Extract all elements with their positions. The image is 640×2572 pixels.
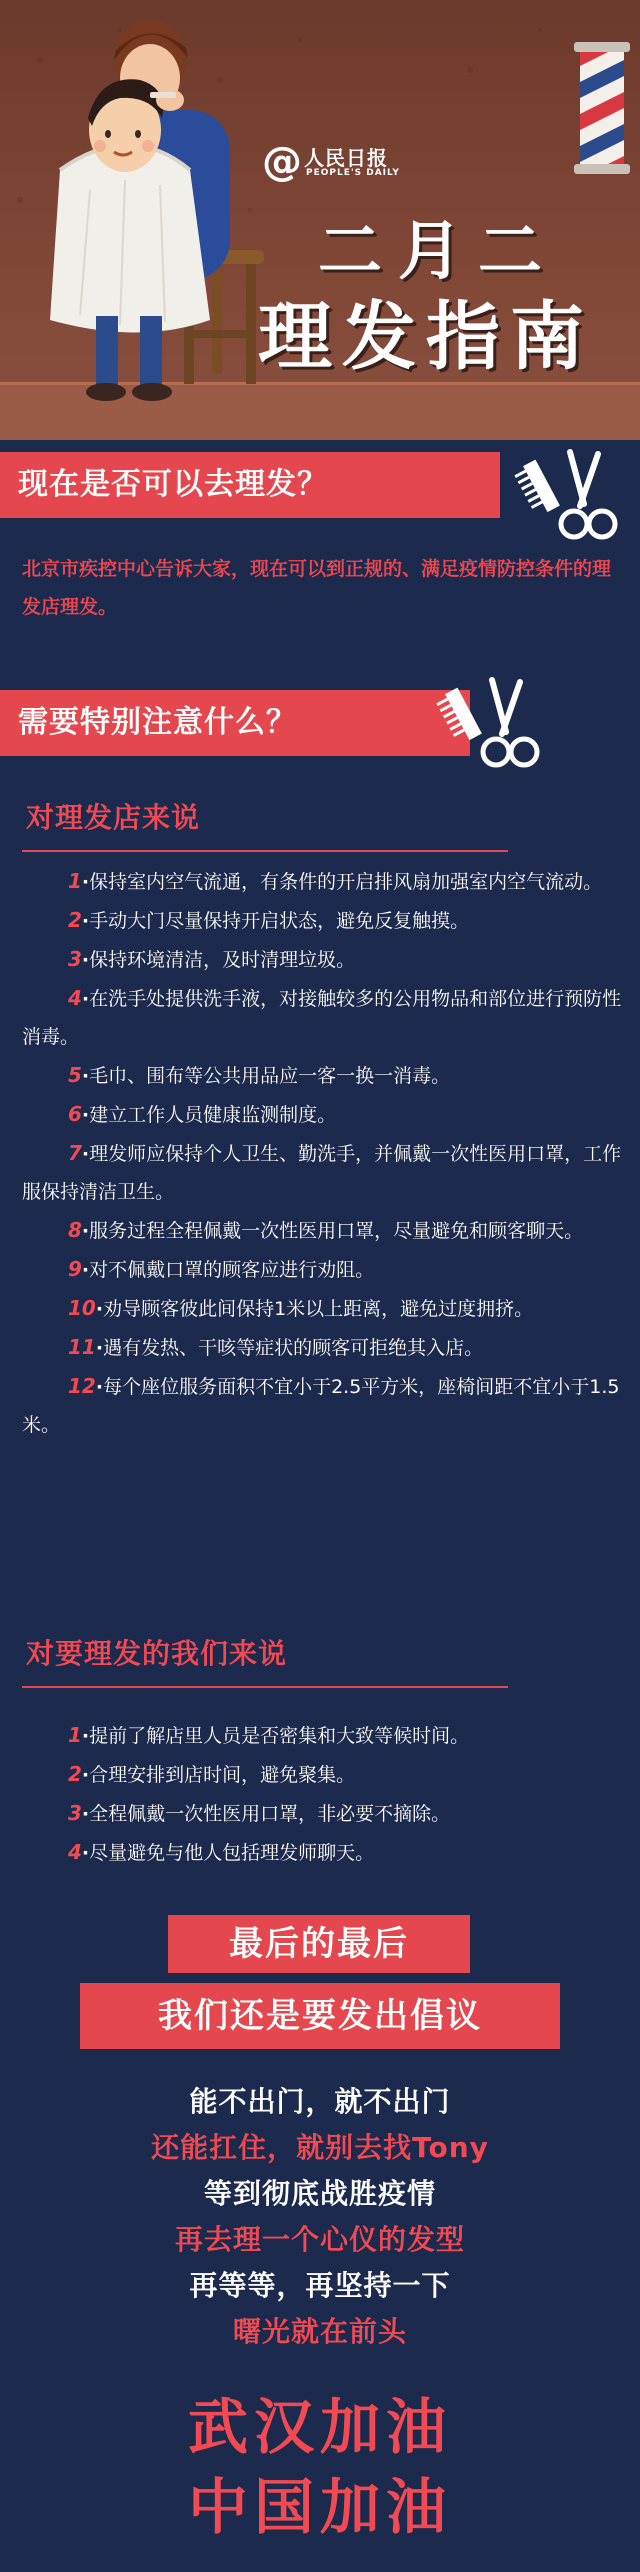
- slogan-line: 还能扛住，就别去找Tony: [151, 2131, 489, 2164]
- slogan-line: 等到彻底战胜疫情: [203, 2177, 436, 2210]
- item-separator: ·: [81, 1725, 90, 1747]
- logo-chinese-name: 人民日报: [304, 146, 388, 170]
- subsection-underline: [22, 850, 508, 852]
- item-number: 3: [68, 1801, 82, 1825]
- subsection-title-barbershops: 对理发店来说: [26, 801, 201, 834]
- closing-banner-proposal: 我们还是要发出倡议: [80, 1983, 560, 2049]
- item-separator: ·: [81, 1764, 90, 1786]
- section-header-text: 需要特别注意什么？: [18, 705, 297, 740]
- list-item: [22, 940, 622, 979]
- section-header-bar: [0, 690, 470, 756]
- item-number: 11: [68, 1335, 96, 1359]
- item-number: 7: [68, 1141, 82, 1165]
- item-separator: ·: [81, 1220, 90, 1242]
- item-number: 1: [68, 869, 82, 893]
- item-number: 1: [68, 1723, 82, 1747]
- item-separator: ·: [81, 988, 90, 1010]
- item-text: 劝导顾客彼此间保持1米以上距离，避免过度拥挤。: [103, 1298, 534, 1320]
- item-separator: ·: [81, 871, 90, 893]
- item-separator: ·: [81, 1143, 90, 1165]
- item-number: 6: [68, 1102, 82, 1126]
- item-number: 2: [68, 908, 82, 932]
- item-number: 10: [68, 1296, 96, 1320]
- item-text: 手动大门尽量保持开启状态，避免反复触摸。: [89, 910, 470, 932]
- hero-title-line2: 理发指南: [258, 294, 594, 380]
- customer-guidelines-list: [22, 1716, 622, 1872]
- item-text: 全程佩戴一次性医用口罩，非必要不摘除。: [89, 1803, 451, 1825]
- peoples-daily-logo: [262, 140, 422, 186]
- item-separator: ·: [81, 949, 90, 971]
- item-number: 5: [68, 1063, 82, 1087]
- item-number: 2: [68, 1762, 82, 1786]
- item-separator: ·: [95, 1298, 104, 1320]
- item-separator: ·: [81, 1803, 90, 1825]
- item-separator: ·: [81, 1259, 90, 1281]
- list-item: [22, 862, 622, 901]
- item-text: 合理安排到店时间，避免聚集。: [89, 1764, 356, 1786]
- list-item: [22, 1289, 622, 1328]
- closing-banner-finally: 最后的最后: [168, 1915, 470, 1973]
- hero-banner: [0, 0, 640, 440]
- item-text: 在洗手处提供洗手液，对接触较多的公用物品和部位进行预防性消毒。: [22, 988, 622, 1048]
- item-number: 12: [68, 1374, 96, 1398]
- list-item: [22, 1095, 622, 1134]
- item-separator: ·: [81, 1104, 90, 1126]
- list-item: [22, 1716, 622, 1755]
- item-number: 3: [68, 947, 82, 971]
- slogan-line: 能不出门，就不出门: [189, 2085, 451, 2118]
- logo-english-name: PEOPLE'S DAILY: [306, 168, 400, 178]
- item-text: 毛巾、围布等公共用品应一客一换一消毒。: [89, 1065, 451, 1087]
- logo-at-symbol: @: [262, 139, 302, 185]
- slogan-line: 曙光就在前头: [232, 2315, 407, 2348]
- item-text: 遇有发热、干咳等症状的顾客可拒绝其入店。: [103, 1337, 484, 1359]
- item-number: 4: [68, 1840, 82, 1864]
- item-separator: ·: [95, 1337, 104, 1359]
- slogan-line: 再去理一个心仪的发型: [174, 2223, 465, 2256]
- item-text: 理发师应保持个人卫生、勤洗手，并佩戴一次性医用口罩，工作服保持清洁卫生。: [22, 1143, 622, 1203]
- item-separator: ·: [81, 1842, 90, 1864]
- section-header-can-i-get-haircut: [0, 440, 640, 550]
- barber-pole-icon: [560, 20, 640, 204]
- item-text: 保持室内空气流通，有条件的开启排风扇加强室内空气流动。: [89, 871, 603, 893]
- item-separator: ·: [81, 1065, 90, 1087]
- cheer-wuhan: 武汉加油: [188, 2393, 452, 2463]
- item-text: 保持环境清洁，及时清理垃圾。: [89, 949, 356, 971]
- intro-answer: 北京市疾控中心告诉大家，现在可以到正规的、满足疫情防控条件的理发店理发。: [22, 558, 612, 618]
- item-number: 4: [68, 986, 82, 1010]
- list-item: [22, 979, 622, 1056]
- section-header-special-attention: [0, 668, 640, 778]
- item-text: 尽量避免与他人包括理发师聊天。: [89, 1842, 375, 1864]
- list-item: [22, 1755, 622, 1794]
- item-text: 对不佩戴口罩的顾客应进行劝阻。: [89, 1259, 375, 1281]
- list-item: [22, 1134, 622, 1211]
- slogan-line: 再等等，再坚持一下: [189, 2269, 451, 2302]
- item-number: 9: [68, 1257, 82, 1281]
- scissors-comb-icon: [514, 440, 624, 550]
- subsection-title-customers: 对要理发的我们来说: [26, 1637, 288, 1670]
- scissors-comb-icon: [436, 668, 546, 778]
- item-number: 8: [68, 1218, 82, 1242]
- section-header-bar: [0, 452, 500, 518]
- cheer-china: 中国加油: [188, 2473, 452, 2543]
- barbershop-guidelines-list: [22, 862, 622, 1444]
- item-text: 建立工作人员健康监测制度。: [89, 1104, 337, 1126]
- list-item: [22, 901, 622, 940]
- list-item: [22, 1367, 622, 1444]
- list-item: [22, 1211, 622, 1250]
- list-item: [22, 1056, 622, 1095]
- list-item: [22, 1250, 622, 1289]
- list-item: [22, 1833, 622, 1872]
- list-item: [22, 1328, 622, 1367]
- item-separator: ·: [95, 1376, 104, 1398]
- item-text: 服务过程全程佩戴一次性医用口罩，尽量避免和顾客聊天。: [89, 1220, 584, 1242]
- item-text: 每个座位服务面积不宜小于2.5平方米，座椅间距不宜小于1.5米。: [22, 1376, 620, 1436]
- section-header-text: 现在是否可以去理发？: [18, 467, 328, 502]
- subsection-underline: [22, 1686, 508, 1688]
- item-separator: ·: [81, 910, 90, 932]
- item-text: 提前了解店里人员是否密集和大致等候时间。: [89, 1725, 470, 1747]
- hero-title-line1: 二月二: [318, 214, 558, 289]
- list-item: [22, 1794, 622, 1833]
